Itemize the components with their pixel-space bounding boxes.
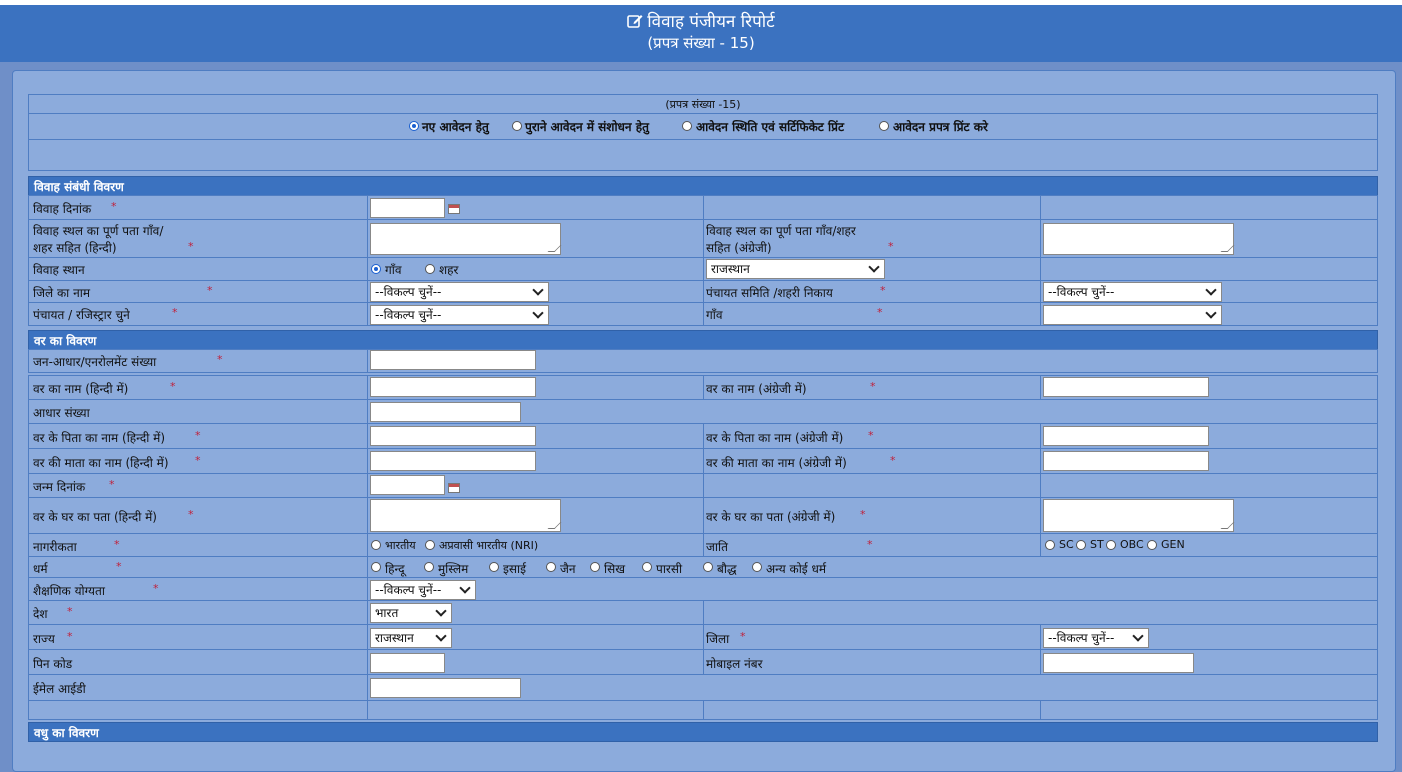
mode-row: [28, 113, 1378, 140]
venue-en-label-2: सहित (अंग्रेजी): [706, 241, 772, 255]
chevron-down-icon: [435, 630, 446, 641]
religion-row: धर्म * हिन्दू मुस्लिम इसाई जैन सिख पारसी बौद्ध अन्य कोई धर्म: [28, 556, 1378, 578]
panchayat-row: पंचायत / रजिस्ट्रार चुने * --विकल्प चुनें-- गाँव *: [28, 302, 1378, 326]
country-select[interactable]: भारत: [370, 603, 452, 623]
citizenship-nri-label: अप्रवासी भारतीय (NRI): [439, 539, 539, 552]
mode-label-new: नए आवेदन हेतु: [422, 120, 489, 134]
page-header: [0, 5, 1402, 62]
religion-radio-jain[interactable]: [546, 562, 556, 572]
janaadhar-input[interactable]: [370, 350, 536, 370]
religion-jain-label: जैन: [560, 562, 576, 576]
mode-label-modify: पुराने आवेदन में संशोधन हेतु: [525, 120, 649, 134]
pincode-input[interactable]: [370, 653, 445, 673]
edit-icon: [627, 13, 643, 29]
groom-father-row: वर के पिता का नाम (हिन्दी में) * वर के पिता का नाम (अंग्रेजी में) *: [28, 423, 1378, 449]
mode-label-status: आवेदन स्थिति एवं सर्टिफिकेट प्रिंट: [696, 120, 845, 134]
calendar-icon[interactable]: [448, 204, 460, 214]
aadhaar-label: आधार संख्या: [33, 406, 90, 420]
venue-hi-textarea[interactable]: [370, 223, 561, 255]
venue-row: विवाह स्थल का पूर्ण पता गाँव/ शहर सहित (हिन्दी) * विवाह स्थल का पूर्ण पता गाँव/शहर सहित (अंग्रेजी) *: [28, 219, 1378, 258]
education-label: शैक्षणिक योग्यता: [33, 584, 105, 598]
religion-other-label: अन्य कोई धर्म: [766, 562, 827, 576]
caste-sc-label: SC: [1059, 538, 1074, 551]
place-label: विवाह स्थान: [33, 263, 85, 277]
groom-spacer-row: [28, 700, 1378, 720]
groom-mother-row: वर की माता का नाम (हिन्दी में) * वर की माता का नाम (अंग्रेजी में) *: [28, 448, 1378, 474]
venue-hi-label-2: शहर सहित (हिन्दी): [33, 241, 117, 255]
marriage-date-label: विवाह दिनांक: [33, 202, 92, 216]
groom-address-en-textarea[interactable]: [1043, 499, 1234, 532]
village-label: गाँव: [706, 308, 723, 322]
groom-district-label: जिला: [706, 632, 730, 646]
groom-district-select[interactable]: --विकल्प चुनें--: [1043, 628, 1149, 648]
caste-radio-gen[interactable]: [1147, 540, 1157, 550]
religion-radio-muslim[interactable]: [424, 562, 434, 572]
place-village-label: गाँव: [385, 263, 402, 277]
email-label: ईमेल आईडी: [33, 682, 86, 696]
religion-radio-parsi[interactable]: [642, 562, 652, 572]
mobile-input[interactable]: [1043, 653, 1194, 673]
email-input[interactable]: [370, 678, 521, 698]
calendar-icon[interactable]: [448, 483, 460, 493]
religion-radio-hindu[interactable]: [371, 562, 381, 572]
mobile-label: मोबाइल नंबर: [706, 657, 763, 671]
venue-hi-label: विवाह स्थल का पूर्ण पता गाँव/: [33, 224, 164, 238]
chevron-down-icon: [1205, 307, 1216, 318]
citizenship-indian-label: भारतीय: [385, 539, 416, 552]
place-row: [28, 257, 1378, 281]
place-radio-city[interactable]: [425, 264, 435, 274]
aadhaar-input[interactable]: [370, 402, 521, 422]
groom-dob-label: जन्म दिनांक: [33, 480, 86, 494]
groom-father-hi-input[interactable]: [370, 426, 536, 446]
panchayat-select[interactable]: --विकल्प चुनें--: [370, 305, 549, 325]
email-row: [28, 674, 1378, 701]
caste-radio-sc[interactable]: [1045, 540, 1055, 550]
religion-radio-buddhist[interactable]: [703, 562, 713, 572]
state-label: राज्य: [33, 632, 55, 646]
religion-muslim-label: मुस्लिम: [438, 562, 469, 576]
groom-father-en-label: वर के पिता का नाम (अंग्रेजी में): [706, 431, 844, 445]
citizenship-label: नागरीकता: [33, 540, 77, 554]
mode-label-print: आवेदन प्रपत्र प्रिंट करे: [893, 120, 988, 134]
groom-mother-en-label: वर की माता का नाम (अंग्रेजी में): [706, 456, 847, 470]
janaadhar-label: जन-आधार/एनरोलमेंट संख्या: [33, 355, 157, 369]
section-bride: वधु का विवरण: [28, 722, 1378, 742]
marriage-date-input[interactable]: [370, 198, 445, 218]
venue-en-label: विवाह स्थल का पूर्ण पता गाँव/शहर: [706, 224, 856, 238]
groom-name-hi-input[interactable]: [370, 377, 536, 397]
place-radio-village[interactable]: [371, 264, 381, 274]
janaadhar-row: जन-आधार/एनरोलमेंट संख्या *: [28, 349, 1378, 373]
groom-address-hi-textarea[interactable]: [370, 499, 561, 532]
district-label: जिले का नाम: [33, 286, 91, 300]
religion-radio-other[interactable]: [752, 562, 762, 572]
marriage-state-select[interactable]: राजस्थान: [706, 259, 885, 279]
mode-radio-print[interactable]: [879, 121, 889, 131]
panchayat-samiti-select[interactable]: --विकल्प चुनें--: [1043, 282, 1222, 302]
religion-sikh-label: सिख: [604, 562, 626, 576]
page-subtitle: (प्रपत्र संख्या - 15): [647, 34, 755, 52]
groom-address-hi-label: वर के घर का पता (हिन्दी में): [33, 510, 157, 524]
marriage-district-select[interactable]: --विकल्प चुनें--: [370, 282, 549, 302]
religion-parsi-label: पारसी: [656, 562, 683, 576]
state-select[interactable]: राजस्थान: [370, 628, 452, 648]
caste-radio-st[interactable]: [1076, 540, 1086, 550]
chevron-down-icon: [459, 582, 470, 593]
venue-en-textarea[interactable]: [1043, 223, 1234, 255]
district-row: जिले का नाम * --विकल्प चुनें-- पंचायत समिति /शहरी निकाय * --विकल्प चुनें--: [28, 280, 1378, 303]
mode-radio-status[interactable]: [682, 121, 692, 131]
groom-address-en-label: वर के घर का पता (अंग्रेजी में): [706, 510, 836, 524]
form-number-row: [28, 94, 1378, 114]
page-title: विवाह पंजीयन रिपोर्ट: [0, 5, 1402, 33]
section-groom: वर का विवरण: [28, 330, 1378, 350]
groom-name-row: वर का नाम (हिन्दी में) * वर का नाम (अंग्रेजी में) *: [28, 375, 1378, 400]
chevron-down-icon: [1132, 630, 1143, 641]
groom-mother-en-input[interactable]: [1043, 451, 1209, 471]
citizenship-radio-indian[interactable]: [371, 540, 381, 550]
groom-name-hi-label: वर का नाम (हिन्दी में): [33, 382, 129, 396]
groom-mother-hi-label: वर की माता का नाम (हिन्दी में): [33, 456, 169, 470]
citizenship-radio-nri[interactable]: [425, 540, 435, 550]
religion-radio-christian[interactable]: [489, 562, 499, 572]
section-marriage: विवाह संबंधी विवरण: [28, 176, 1378, 196]
aadhaar-row: [28, 399, 1378, 424]
mode-radio-modify[interactable]: [512, 121, 522, 131]
groom-father-en-input[interactable]: [1043, 426, 1209, 446]
country-label: देश: [33, 607, 48, 621]
mode-radio-new[interactable]: [409, 121, 419, 131]
spacer-row: [28, 139, 1378, 171]
chevron-down-icon: [868, 261, 879, 272]
chevron-down-icon: [435, 605, 446, 616]
village-select[interactable]: [1043, 305, 1222, 325]
groom-father-hi-label: वर के पिता का नाम (हिन्दी में): [33, 431, 166, 445]
marriage-date-row: विवाह दिनांक *: [28, 195, 1378, 220]
religion-christian-label: इसाई: [503, 562, 527, 576]
chevron-down-icon: [1205, 284, 1216, 295]
panchayat-samiti-label: पंचायत समिति /शहरी निकाय: [706, 286, 833, 300]
groom-name-en-input[interactable]: [1043, 377, 1209, 397]
panchayat-label: पंचायत / रजिस्ट्रार चुने: [33, 308, 130, 322]
chevron-down-icon: [532, 284, 543, 295]
caste-label: जाति: [706, 540, 728, 554]
country-row: देश * भारत: [28, 600, 1378, 625]
religion-buddhist-label: बौद्ध: [717, 562, 737, 576]
caste-obc-label: OBC: [1120, 538, 1144, 551]
education-row: शैक्षणिक योग्यता * --विकल्प चुनें--: [28, 577, 1378, 601]
form-number: (प्रपत्र संख्या -15): [665, 98, 741, 111]
caste-gen-label: GEN: [1161, 538, 1185, 551]
groom-mother-hi-input[interactable]: [370, 451, 536, 471]
groom-name-en-label: वर का नाम (अंग्रेजी में): [706, 382, 807, 396]
pincode-label: पिन कोड: [33, 657, 73, 671]
caste-radio-obc[interactable]: [1106, 540, 1116, 550]
pincode-row: [28, 649, 1378, 675]
citizenship-row: नागरीकता * भारतीय अप्रवासी भारतीय (NRI) जाति * SC ST OBC GEN: [28, 533, 1378, 557]
religion-hindu-label: हिन्दू: [385, 562, 405, 576]
religion-radio-sikh[interactable]: [590, 562, 600, 572]
caste-st-label: ST: [1090, 538, 1104, 551]
religion-label: धर्म: [33, 562, 48, 576]
education-select[interactable]: --विकल्प चुनें--: [370, 580, 476, 600]
state-row: राज्य * राजस्थान जिला * --विकल्प चुनें--: [28, 624, 1378, 650]
groom-address-row: वर के घर का पता (हिन्दी में) * वर के घर का पता (अंग्रेजी में) *: [28, 497, 1378, 534]
place-city-label: शहर: [439, 263, 459, 277]
chevron-down-icon: [532, 307, 543, 318]
groom-dob-input[interactable]: [370, 475, 445, 495]
groom-dob-row: जन्म दिनांक *: [28, 473, 1378, 498]
